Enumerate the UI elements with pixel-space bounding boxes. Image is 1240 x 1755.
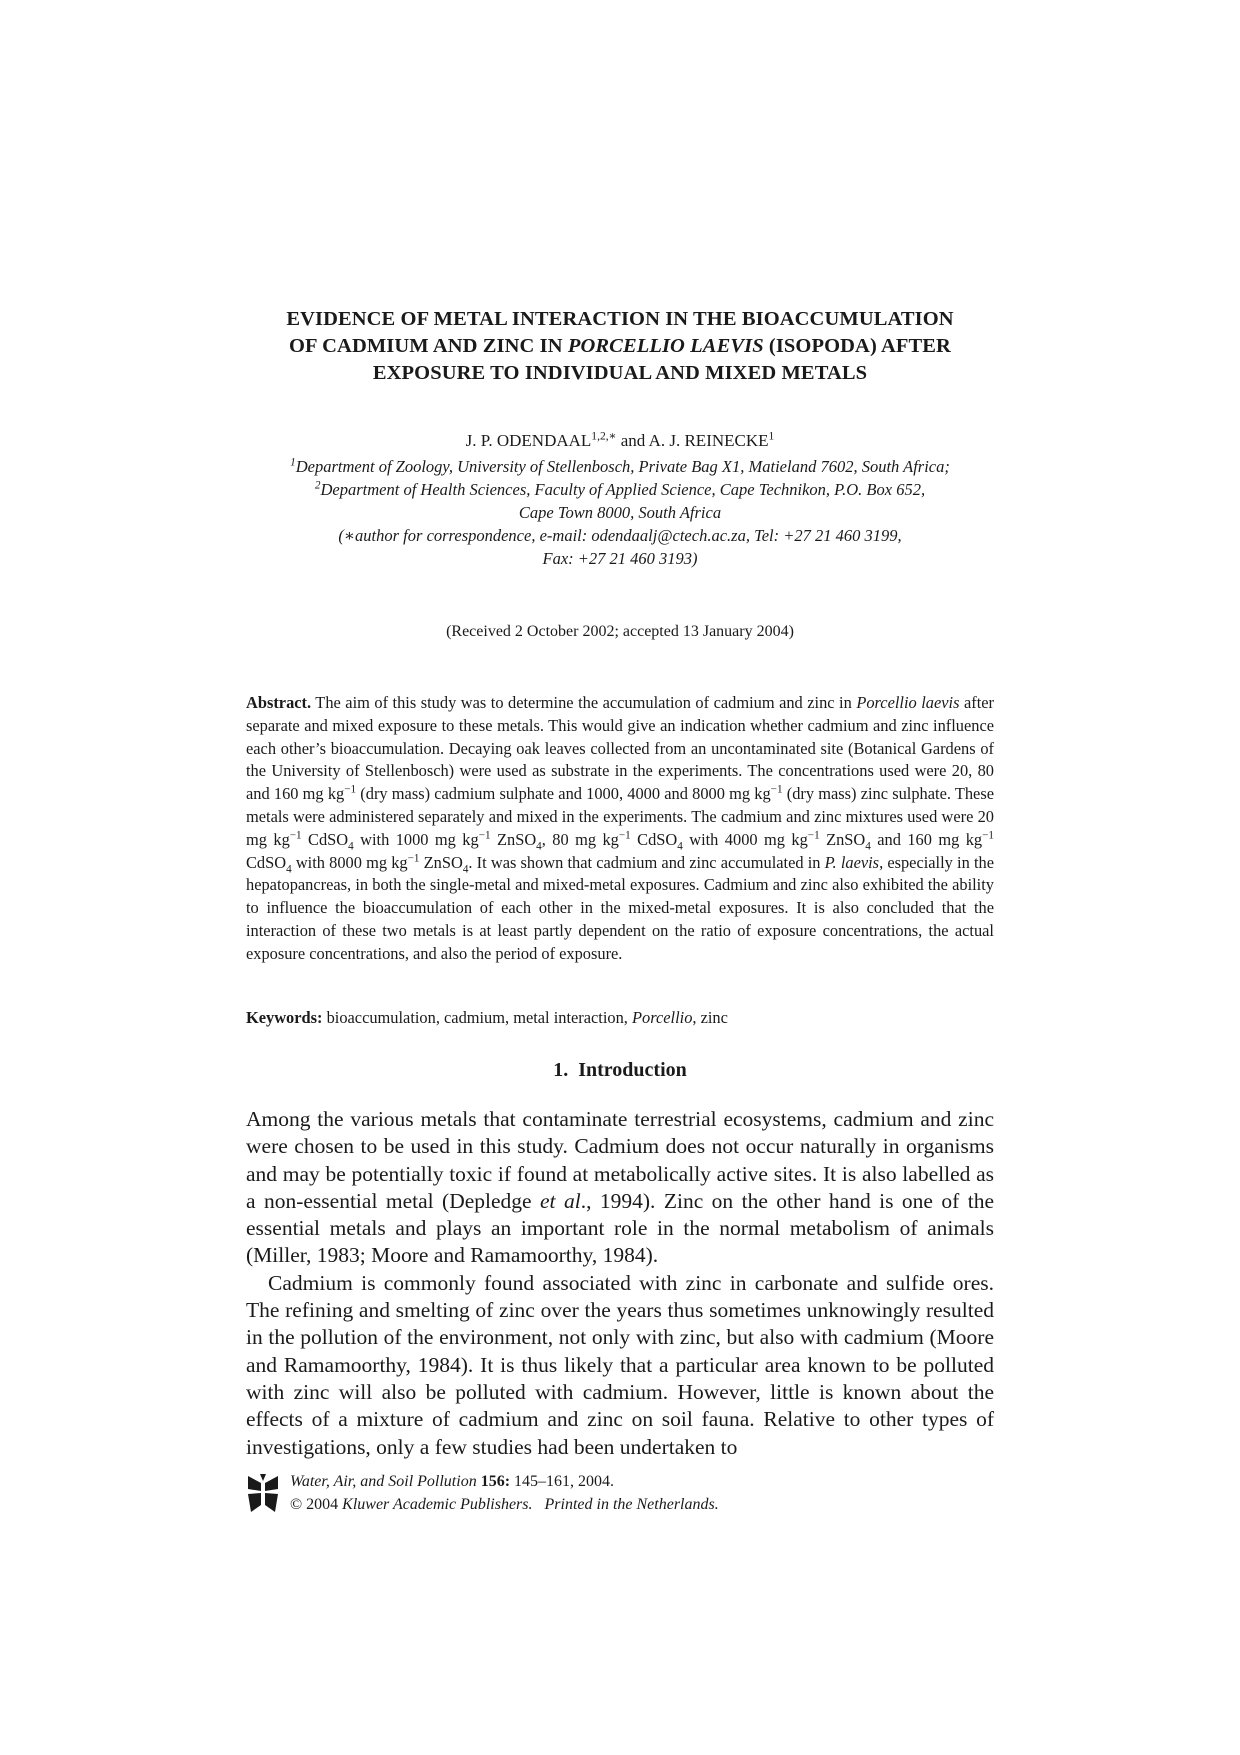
affiliation-1: $^1$Department of Zoology, University of Stellenbosch, Private Bag X1, Matieland 7602, South Africa; — [290, 456, 950, 476]
publisher-logo-icon — [246, 1472, 280, 1514]
section-title: Introduction — [578, 1059, 687, 1081]
title-species: PORCELLIO LAEVIS — [567, 335, 764, 357]
journal-citation: Water, Air, and Soil Pollution 156: 145–161, 2004. — [290, 1473, 615, 1490]
introduction-body — [246, 1106, 994, 1461]
received-dates: (Received 2 October 2002; accepted 13 January 2004) — [446, 623, 794, 640]
footer-text — [290, 1470, 719, 1516]
title-line-1: EVIDENCE OF METAL INTERACTION IN THE BIOACCUMULATION — [286, 308, 954, 330]
author-2: A. J. REINECKE — [648, 431, 769, 450]
paper-title — [240, 306, 1000, 387]
keywords: Keywords: bioaccumulation, cadmium, metal interaction, Porcellio, zinc — [246, 1008, 728, 1027]
affiliation-2: $^2$Department of Health Sciences, Faculty of Applied Science, Cape Technikon, P.O. Box 652, — [314, 479, 926, 499]
section-heading-introduction — [240, 1057, 1000, 1083]
section-number: 1. — [553, 1059, 569, 1081]
title-line-3: EXPOSURE TO INDIVIDUAL AND MIXED METALS — [372, 362, 868, 384]
affiliations — [220, 455, 1020, 570]
journal-footer — [246, 1470, 1006, 1530]
paragraph-2: Cadmium is commonly found associated with zinc in carbonate and sulfide ores. The refining and smelting of zinc over the years thus sometimes unknowingly resulted in the pollution of the environment, not only with zinc, but also with cadmium (Moore and Ramamoorthy, 1984). It is thus likely that a particular area known to be polluted with zinc will also be polluted with cadmium. However, little is known about the effects of a mixture of cadmium and zinc on soil fauna. Relative to other types of investigations, only a few studies had been undertaken to — [246, 1270, 994, 1459]
copyright-line: © 2004 Kluwer Academic Publishers. Printed in the Netherlands. — [290, 1496, 719, 1513]
correspondence: (∗author for correspondence, e-mail: odendaalj@ctech.ac.za, Tel: +27 21 460 3199, — [338, 526, 902, 545]
keywords-label: Keywords: — [246, 1008, 323, 1027]
abstract: Abstract. The aim of this study was to determine the accumulation of cadmium and zinc in Porcellio laevis after separate and mixed exposure to these metals. This would give an indication whether cadmium and zinc influence each other’s bioaccumulation. Decaying oak leaves collected from an uncontaminated site (Botanical Gardens of the University of Stellenbosch) were used as substrate in the experiments. The concentrations used were 20, 80 and 160 mg $kg^{-1}$ (dry mass) cadmium sulphate and 1000, 4000 and 8000 mg $kg^{-1}$ (dry mass) zinc sulphate. These metals were administered separately and mixed in the experiments. The cadmium and zinc mixtures used were 20 mg $kg^{-1}$ CdSO$_4$ with 1000 mg $kg^{-1}$ ZnSO$_4$, 80 mg $kg^{-1}$ CdSO$_4$ with 4000 mg $kg^{-1}$ ZnSO$_4$ and 160 mg $kg^{-1}$ CdSO$_4$ with 8000 mg $kg^{-1}$ ZnSO$_4$. It was shown that cadmium and zinc accumulated in P. laevis, especially in the hepatopancreas, in both the single-metal and mixed-metal exposures. Cadmium and zinc also exhibited the ability to influence the bioaccumulation of each other in the mixed-metal exposures. It is also concluded that the interaction of these two metals is at least partly dependent on the ratio of exposure concentrations, the actual exposure concentrations, and also the period of exposure. — [246, 693, 994, 963]
abstract-label: Abstract. — [246, 693, 312, 712]
author-1: J. P. ODENDAAL — [465, 431, 592, 450]
paragraph-1: Among the various metals that contaminate terrestrial ecosystems, cadmium and zinc were chosen to be used in this study. Cadmium does not occur naturally in organisms and may be potentially toxic if found at metabolically active sites. It is also labelled as a non-essential metal (Depledge et al., 1994). Zinc on the other hand is one of the essential metals and plays an important role in the normal metabolism of animals (Miller, 1983; Moore and Ramamoorthy, 1984). — [246, 1107, 994, 1268]
title-line-2: OF CADMIUM AND ZINC IN PORCELLIO LAEVIS (ISOPODA) AFTER — [289, 335, 951, 357]
correspondence-fax: Fax: +27 21 460 3193) — [542, 549, 698, 568]
author-list: J. P. $ODENDAAL^{1,2,∗}$ and A. J. REINECKE$^1$ — [465, 429, 775, 450]
affiliation-2-city: Cape Town 8000, South Africa — [518, 503, 722, 522]
